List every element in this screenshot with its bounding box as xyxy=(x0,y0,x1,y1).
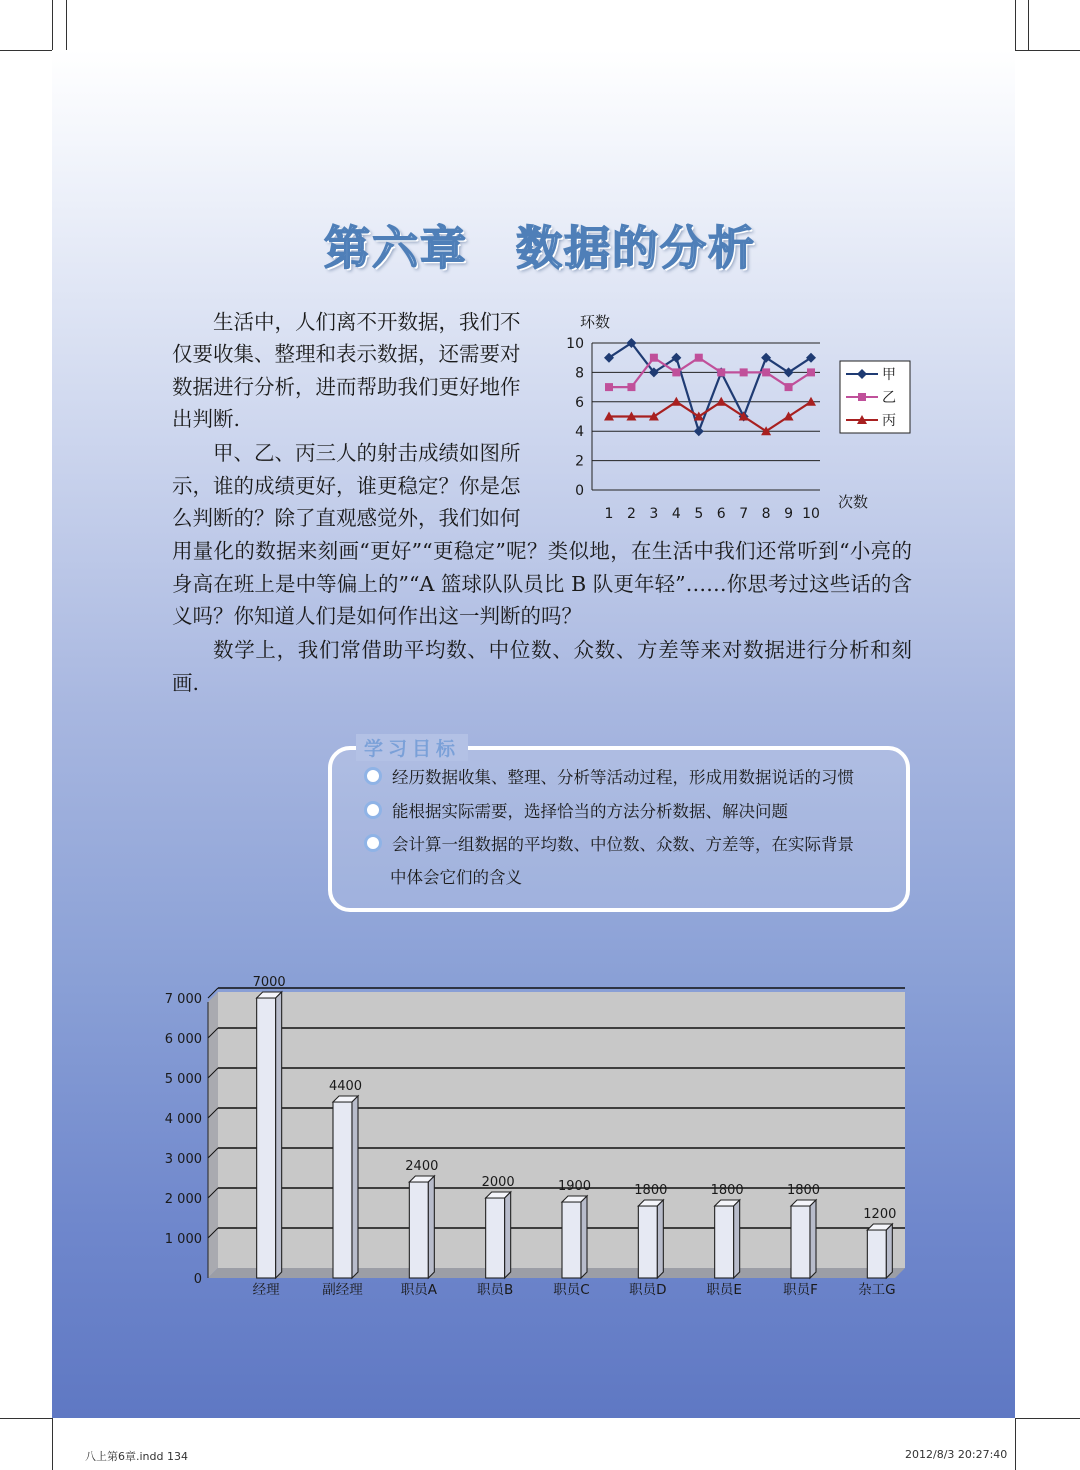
y-tick-label: 0 xyxy=(575,483,584,499)
crop-mark xyxy=(52,0,53,50)
data-point xyxy=(784,412,794,421)
category-label: 职员E xyxy=(706,1282,742,1298)
text-line: 生活中，人们离不开数据，我们不 xyxy=(213,310,521,334)
bar-front xyxy=(791,1206,810,1278)
series-line-丙 xyxy=(609,402,811,431)
bar-front xyxy=(638,1206,657,1278)
bar-side xyxy=(428,1176,434,1278)
goal-text: 能根据实际需要，选择恰当的方法分析数据、解决问题 xyxy=(392,802,788,821)
x-tick-label: 6 xyxy=(716,506,726,522)
data-point xyxy=(671,397,681,406)
text-line: 仅要收集、整理和表示数据，还需要对 xyxy=(172,342,521,366)
data-point xyxy=(858,393,866,401)
goal-text: 会计算一组数据的平均数、中位数、众数、方差等，在实际背景 xyxy=(392,835,854,854)
y-tick-label: 1 000 xyxy=(164,1232,202,1247)
bullet-icon xyxy=(364,834,382,852)
bar xyxy=(711,1183,744,1278)
bar-side xyxy=(505,1192,511,1278)
bar-front xyxy=(486,1198,505,1278)
y-tick-label: 10 xyxy=(566,336,584,352)
chapter-title xyxy=(0,212,1080,278)
data-point xyxy=(785,383,793,391)
chapter-number: 第六章 xyxy=(324,221,468,275)
bar-front xyxy=(409,1182,428,1278)
bar xyxy=(253,975,286,1278)
category-label: 职员D xyxy=(629,1282,667,1298)
y-tick-label: 4 000 xyxy=(164,1112,202,1127)
footer-timestamp: 2012/8/3 20:27:40 xyxy=(905,1448,1008,1461)
shooting-score-line-chart xyxy=(560,305,920,530)
bar-front xyxy=(562,1202,581,1278)
data-point xyxy=(806,397,816,406)
text-line: 么判断的？除了直观感觉外，我们如何 xyxy=(172,506,521,530)
x-tick-label: 8 xyxy=(761,506,771,522)
y-tick-label: 2 xyxy=(575,453,584,470)
crop-mark xyxy=(1015,0,1016,50)
y-tick-label: 6 000 xyxy=(164,1032,202,1047)
x-tick-label: 9 xyxy=(784,506,794,522)
goal-item xyxy=(364,762,854,794)
x-tick-label: 4 xyxy=(671,506,681,522)
y-tick-label: 5 000 xyxy=(164,1072,202,1087)
legend-label: 甲 xyxy=(882,367,896,383)
goal-item xyxy=(364,796,788,828)
category-label: 职员A xyxy=(400,1282,437,1298)
bar xyxy=(558,1179,591,1278)
learning-goals-title: 学习目标 xyxy=(356,734,468,761)
bar xyxy=(634,1183,667,1278)
x-tick-label: 3 xyxy=(649,506,659,522)
y-axis-label: 环数 xyxy=(580,313,611,331)
y-tick-label: 8 xyxy=(575,365,584,382)
data-label: 1800 xyxy=(710,1183,744,1198)
data-label: 7000 xyxy=(252,975,286,990)
y-tick-label: 0 xyxy=(193,1272,202,1287)
y-tick-label: 2 000 xyxy=(164,1192,202,1207)
bar-front xyxy=(257,998,276,1278)
y-tick-label: 7 000 xyxy=(164,992,202,1007)
goal-item xyxy=(364,829,854,861)
crop-mark xyxy=(0,50,52,51)
data-point xyxy=(650,354,658,362)
text-line: 甲、乙、丙三人的射击成绩如图所 xyxy=(213,441,521,465)
data-point xyxy=(717,368,725,376)
data-label: 2000 xyxy=(481,1175,515,1190)
legend-label: 丙 xyxy=(882,413,896,429)
bar xyxy=(863,1207,896,1278)
data-point xyxy=(627,383,635,391)
bar-side xyxy=(352,1096,358,1278)
data-point xyxy=(605,383,613,391)
x-tick-label: 10 xyxy=(802,506,820,522)
data-label: 1200 xyxy=(863,1207,897,1222)
intro-paragraph-3: 数学上，我们常借助平均数、中位数、众数、方差等来对数据进行分析和刻画. xyxy=(172,638,912,695)
bar-front xyxy=(867,1230,886,1278)
data-point xyxy=(694,426,704,436)
data-label: 1800 xyxy=(634,1183,668,1198)
category-label: 职员F xyxy=(783,1282,818,1298)
category-label: 经理 xyxy=(252,1282,280,1298)
bullet-icon xyxy=(364,767,382,785)
y-tick-label: 4 xyxy=(575,424,584,441)
plot-wall-side xyxy=(208,992,218,1278)
legend-label: 乙 xyxy=(882,390,896,406)
crop-mark xyxy=(0,1418,52,1419)
category-label: 副经理 xyxy=(322,1282,363,1298)
bar-side xyxy=(657,1200,663,1278)
chapter-name: 数据的分析 xyxy=(516,221,756,275)
crop-mark xyxy=(1015,1418,1016,1470)
crop-mark xyxy=(1028,0,1029,50)
salary-bar-chart xyxy=(150,960,920,1310)
data-point xyxy=(716,397,726,406)
crop-mark xyxy=(52,1418,53,1470)
x-axis-label: 次数 xyxy=(838,493,869,511)
footer-file-name: 八上第6章.indd 134 xyxy=(85,1450,188,1463)
bar-side xyxy=(734,1200,740,1278)
category-label: 职员B xyxy=(477,1282,514,1298)
goal-text-continued: 中体会它们的含义 xyxy=(390,868,522,887)
bar-side xyxy=(581,1196,587,1278)
crop-mark xyxy=(1015,1418,1080,1419)
data-label: 1800 xyxy=(786,1183,821,1198)
x-tick-label: 7 xyxy=(739,506,749,522)
bar-side xyxy=(276,992,282,1278)
text-line: 数据进行分析，进而帮助我们更好地作 xyxy=(172,375,521,399)
text-line: 示，谁的成绩更好，谁更稳定？你是怎 xyxy=(172,474,521,498)
data-point xyxy=(740,368,748,376)
bar-front xyxy=(715,1206,734,1278)
x-tick-label: 5 xyxy=(694,506,704,522)
bar xyxy=(787,1183,820,1278)
category-label: 职员C xyxy=(553,1282,590,1298)
bullet-icon xyxy=(364,801,382,819)
text-line: 出判断. xyxy=(172,407,241,431)
data-point xyxy=(695,354,703,362)
x-tick-label: 2 xyxy=(626,506,636,522)
bar-front xyxy=(333,1102,352,1278)
data-label: 1900 xyxy=(557,1179,592,1194)
data-label: 4400 xyxy=(328,1079,363,1094)
data-label: 2400 xyxy=(405,1159,439,1174)
y-tick-label: 3 000 xyxy=(164,1152,202,1167)
bar-side xyxy=(886,1224,892,1278)
x-tick-label: 1 xyxy=(604,506,614,522)
data-point xyxy=(807,368,815,376)
category-label: 杂工G xyxy=(858,1282,896,1298)
crop-mark xyxy=(1015,50,1080,51)
goal-text: 经历数据收集、整理、分析等活动过程，形成用数据说话的习惯 xyxy=(392,768,854,787)
bar-side xyxy=(810,1200,816,1278)
data-point xyxy=(672,368,680,376)
data-point xyxy=(762,368,770,376)
y-tick-label: 6 xyxy=(575,394,584,411)
crop-mark xyxy=(66,0,67,50)
bar xyxy=(329,1079,362,1278)
series-line-甲 xyxy=(609,343,811,431)
text-block: 用量化的数据来刻画“更好”“更稳定”呢？类似地，在生活中我们还常听到“小亮的身高在班上是中等偏上的”“A 篮球队队员比 B 队更年轻”……你思考过这些话的含义吗？你知道人们是如何作出这一判断的吗？ xyxy=(172,539,912,628)
